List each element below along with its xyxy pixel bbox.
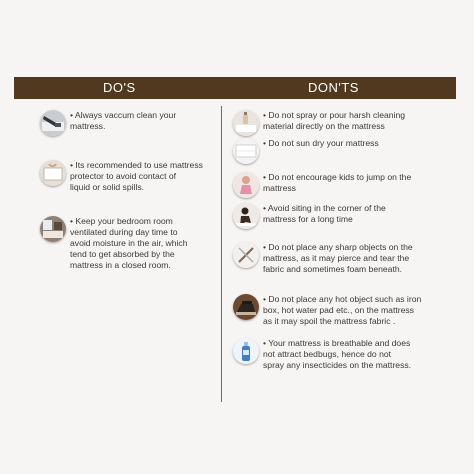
donts-item-text: [263, 203, 386, 225]
text-line: ventilated during day time to: [70, 227, 178, 237]
text-line: mattress: [263, 183, 296, 193]
text-line: mattress.: [70, 121, 106, 131]
header-bar: [14, 77, 456, 99]
text-line: • Keep your bedroom room: [70, 216, 173, 226]
text-line: material directly on the mattress: [263, 121, 385, 131]
text-line: spray any insecticides on the mattress.: [263, 360, 412, 370]
text-line: liquid or solid spills.: [70, 182, 145, 192]
text-line: • Avoid siting in the corner of the: [263, 203, 386, 213]
kid-jumping-icon: [233, 172, 259, 198]
vacuum-cleaning-icon: [40, 110, 66, 136]
iron-box-icon: [233, 294, 259, 320]
dos-item-text: [70, 110, 176, 132]
text-line: • Do not place any hot object such as iron: [263, 294, 422, 304]
text-line: avoid moisture in the air, which: [70, 238, 188, 248]
text-line: • Its recommended to use mattress: [70, 160, 203, 170]
donts-item-text: [263, 172, 411, 194]
text-line: mattress, as it may pierce and tear the: [263, 253, 410, 263]
corner-sitting-icon: [233, 203, 259, 229]
text-line: not attract bedbugs, hence do not: [263, 349, 392, 359]
column-divider: [221, 106, 222, 402]
text-line: • Always vaccum clean your: [70, 110, 177, 120]
text-line: • Do not spray or pour harsh cleaning: [263, 110, 406, 120]
text-line: box, hot water pad etc., on the mattress: [263, 305, 414, 315]
insecticide-bottle-icon: [233, 338, 259, 364]
text-line: fabric and sometimes foam beneath.: [263, 264, 403, 274]
donts-item-text: [263, 338, 411, 371]
spray-cleaning-icon: [233, 110, 259, 136]
text-line: as it may spoil the mattress fabric .: [263, 316, 396, 326]
dos-item-text: [70, 216, 188, 271]
mattress-protector-icon: [40, 160, 66, 186]
text-line: • Do not encourage kids to jump on the: [263, 172, 412, 182]
text-line: • Your mattress is breathable and does: [263, 338, 411, 348]
text-line: protector to avoid contact of: [70, 171, 177, 181]
text-line: • Do not place any sharp objects on the: [263, 242, 413, 252]
donts-heading: DON'TS: [308, 80, 359, 95]
donts-item-text: [263, 138, 379, 149]
text-line: tend to get absorbed by the: [70, 249, 175, 259]
sun-drying-icon: [233, 138, 259, 164]
text-line: mattress in a closed room.: [70, 260, 171, 270]
text-line: mattress for a long time: [263, 214, 353, 224]
sharp-object-icon: [233, 242, 259, 268]
donts-item-text: [263, 294, 421, 327]
dos-heading: DO'S: [103, 80, 136, 95]
donts-item-text: [263, 242, 413, 275]
dos-item-text: [70, 160, 203, 193]
text-line: • Do not sun dry your mattress: [263, 138, 379, 148]
bedroom-ventilation-icon: [40, 216, 66, 242]
donts-item-text: [263, 110, 405, 132]
